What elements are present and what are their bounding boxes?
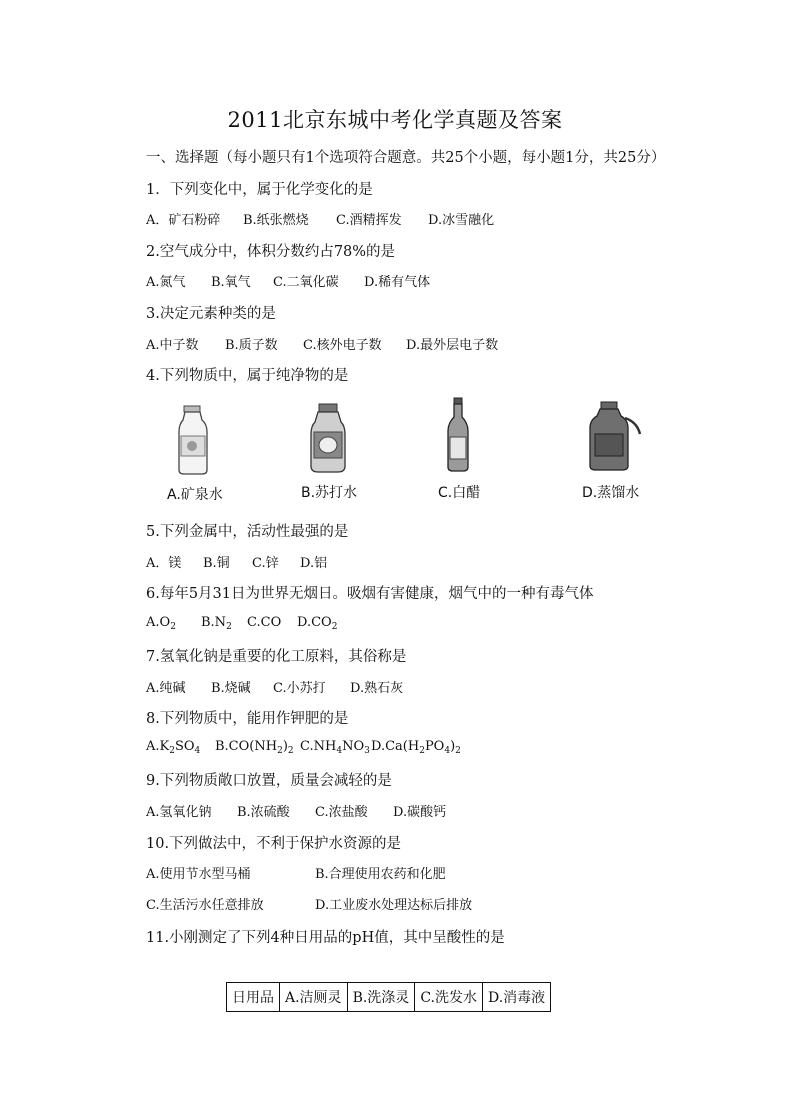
table-cell: A.洁厕灵 xyxy=(280,983,348,1012)
q6-option-c: C.CO xyxy=(247,615,282,630)
q1-option-a: A．矿石粉碎 xyxy=(146,213,221,228)
table-cell: B.洗涤灵 xyxy=(347,983,415,1012)
q5-option-c: C.锌 xyxy=(252,556,279,571)
q1-option-b: B.纸张燃烧 xyxy=(243,213,309,228)
question-6-stem: 6.每年5月31日为世界无烟日。吸烟有害健康，烟气中的一种有毒气体 xyxy=(146,586,594,602)
q3-option-c: C.核外电子数 xyxy=(303,338,382,353)
q10-option-b: B.合理使用农药和化肥 xyxy=(315,867,446,882)
q5-option-a: A．镁 xyxy=(146,556,182,571)
q6-option-b: $B.N_2$ xyxy=(201,615,232,632)
q10-option-c: C.生活污水任意排放 xyxy=(146,898,264,913)
q2-option-a: A.氮气 xyxy=(146,275,186,290)
q4-option-a: A.矿泉水 xyxy=(167,487,223,503)
q1-option-c: C.酒精挥发 xyxy=(336,213,402,228)
question-7-stem: 7.氢氧化钠是重要的化工原料，其俗称是 xyxy=(146,649,407,665)
question-11-stem: 11.小刚测定了下列4种日用品的pH值，其中呈酸性的是 xyxy=(146,930,505,946)
white-vinegar-bottle-figure xyxy=(445,397,471,473)
q7-option-b: B.烧碱 xyxy=(211,681,251,696)
q5-option-b: B.铜 xyxy=(203,556,230,571)
table-cell: D.消毒液 xyxy=(482,983,550,1012)
q8-option-a: $A.K_2SO_4$ xyxy=(146,739,201,756)
q3-option-d: D.最外层电子数 xyxy=(406,338,499,353)
mineral-water-bottle-figure xyxy=(172,404,214,476)
question-3-stem: 3.决定元素种类的是 xyxy=(146,306,276,322)
table-cell: C.洗发水 xyxy=(415,983,483,1012)
question-4-stem: 4.下列物质中，属于纯净物的是 xyxy=(146,368,349,384)
soda-water-bottle-figure xyxy=(305,402,351,474)
q10-option-d: D.工业废水处理达标后排放 xyxy=(315,898,473,913)
q6-option-a: $A.O_2$ xyxy=(146,615,176,632)
q5-option-d: D.铝 xyxy=(300,556,328,571)
page-title: 2011北京东城中考化学真题及答案 xyxy=(227,108,563,132)
question-5-stem: 5.下列金属中，活动性最强的是 xyxy=(146,524,349,540)
ph-table xyxy=(226,982,551,1012)
section-heading: 一、选择题（每小题只有1个选项符合题意。共25个小题，每小题1分，共25分） xyxy=(146,150,666,166)
question-10-stem: 10.下列做法中，不利于保护水资源的是 xyxy=(146,836,402,852)
question-8-stem: 8.下列物质中，能用作钾肥的是 xyxy=(146,711,349,727)
q7-option-d: D.熟石灰 xyxy=(350,681,404,696)
question-1-stem: 1．下列变化中，属于化学变化的是 xyxy=(146,182,373,198)
q4-option-d: D.蒸馏水 xyxy=(582,485,640,501)
distilled-water-bottle-figure xyxy=(585,400,645,472)
question-9-stem: 9.下列物质敞口放置，质量会减轻的是 xyxy=(146,773,392,789)
q3-option-a: A.中子数 xyxy=(146,338,199,353)
q8-option-b: $B.CO(NH_2)_2$ xyxy=(215,739,294,756)
q10-option-a: A.使用节水型马桶 xyxy=(146,867,251,882)
q2-option-b: B.氧气 xyxy=(211,275,251,290)
q7-option-c: C.小苏打 xyxy=(273,681,326,696)
table-cell: 日用品 xyxy=(227,983,280,1012)
q4-option-c: C.白醋 xyxy=(438,485,481,501)
q9-option-a: A.氢氧化钠 xyxy=(146,805,212,820)
q8-option-d: $D.Ca(H_2PO_4)_2$ xyxy=(371,739,461,756)
q9-option-c: C.浓盐酸 xyxy=(315,805,368,820)
table-row xyxy=(227,983,551,1012)
question-2-stem: 2.空气成分中，体积分数约占78%的是 xyxy=(146,244,396,260)
q2-option-d: D.稀有气体 xyxy=(364,275,431,290)
q1-option-d: D.冰雪融化 xyxy=(428,213,495,228)
q4-option-b: B.苏打水 xyxy=(301,485,358,501)
q9-option-d: D.碳酸钙 xyxy=(393,805,447,820)
q7-option-a: A.纯碱 xyxy=(146,681,186,696)
q8-option-c: $C.NH_4NO_3$ xyxy=(300,739,370,756)
q6-option-d: $D.CO_2$ xyxy=(297,615,338,632)
q9-option-b: B.浓硫酸 xyxy=(237,805,290,820)
q3-option-b: B.质子数 xyxy=(225,338,278,353)
q2-option-c: C.二氧化碳 xyxy=(273,275,339,290)
